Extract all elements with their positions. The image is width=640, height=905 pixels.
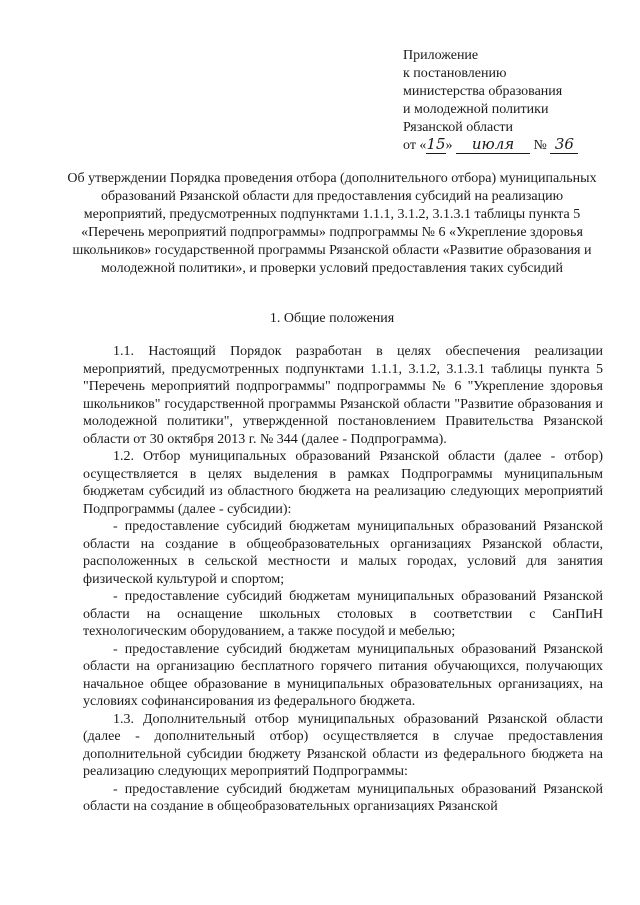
paragraph: 1.3. Дополнительный отбор муниципальных образований Рязанской области (далее - дополнительный отбор) осуществляется в случае предоставления дополнительной субсидии бюджету Рязанской области из федерального бюджета на реализацию следующих мероприятий Подпрограммы: [83,711,603,779]
document-number: 36 [554,135,574,153]
document-title: Об утверждении Порядка проведения отбора (дополнительного отбора) муниципальных образований Рязанской области для предоставления субсидий на реализацию мероприятий, предусмотренных подпунктами 1.1.1, 3.1.2, 3.1.3.1 таблицы пункта 5 «Перечень мероприятий подпрограммы» подпрограммы № 6 «Укрепление здоровья школьников» государственной программы Рязанской области «Развитие образования и молодежной политики», и проверки условий предоставления таких субсидий [67,171,597,276]
appendix-line: Рязанской области [403,120,514,135]
number-prefix: № [533,138,547,153]
list-item: - предоставление субсидий бюджетам муниципальных образований Рязанской области на создание в общеобразовательных организациях Рязанской области, расположенных в сельской местности и малых городах, условий для занятия физической культурой и спортом; [83,519,603,587]
date-prefix: от « [403,138,427,153]
paragraph: 1.2. Отбор муниципальных образований Рязанской области (далее - отбор) осуществляется в целях выделения в рамках Подпрограммы муниципальным бюджетам субсидий из областного бюджета на реализацию следующих мероприятий Подпрограммы (далее - субсидии): [83,449,603,517]
appendix-stamp [403,47,578,155]
appendix-date-line [403,137,578,155]
appendix-line: Приложение [403,48,479,63]
appendix-line: министерства образования [403,84,563,99]
list-item: - предоставление субсидий бюджетам муниципальных образований Рязанской области на организацию бесплатного горячего питания обучающихся, получающих начальное общее образование в муниципальных образовательных организациях, на условиях софинансирования из федерального бюджета. [83,641,603,709]
paragraph: 1.1. Настоящий Порядок разработан в целях обеспечения реализации мероприятий, предусмотренных подпунктами 1.1.1, 3.1.2, 3.1.3.1 таблицы пункта 5 "Перечень мероприятий подпрограммы" подпрограммы № 6 "Укрепление здоровья школьников" государственной программы Рязанской области "Развитие образования и молодежной политики", утвержденной постановлением Правительства Рязанской области от 30 октября 2013 г. № 344 (далее - Подпрограмма). [83,344,603,447]
appendix-line: и молодежной политики [403,102,549,117]
document-body [83,343,603,816]
section-heading: 1. Общие положения [269,311,395,326]
date-day: 15 [426,135,446,153]
appendix-line: к постановлению [403,66,507,81]
date-mid: » [445,138,453,153]
date-month: июля [471,135,515,153]
list-item: - предоставление субсидий бюджетам муниципальных образований Рязанской области на создание в общеобразовательных организациях Рязанской [83,781,603,814]
list-item: - предоставление субсидий бюджетам муниципальных образований Рязанской области на оснащение школьных столовых в соответствии с СанПиН технологическим оборудованием, а также посудой и мебелью; [83,589,603,639]
